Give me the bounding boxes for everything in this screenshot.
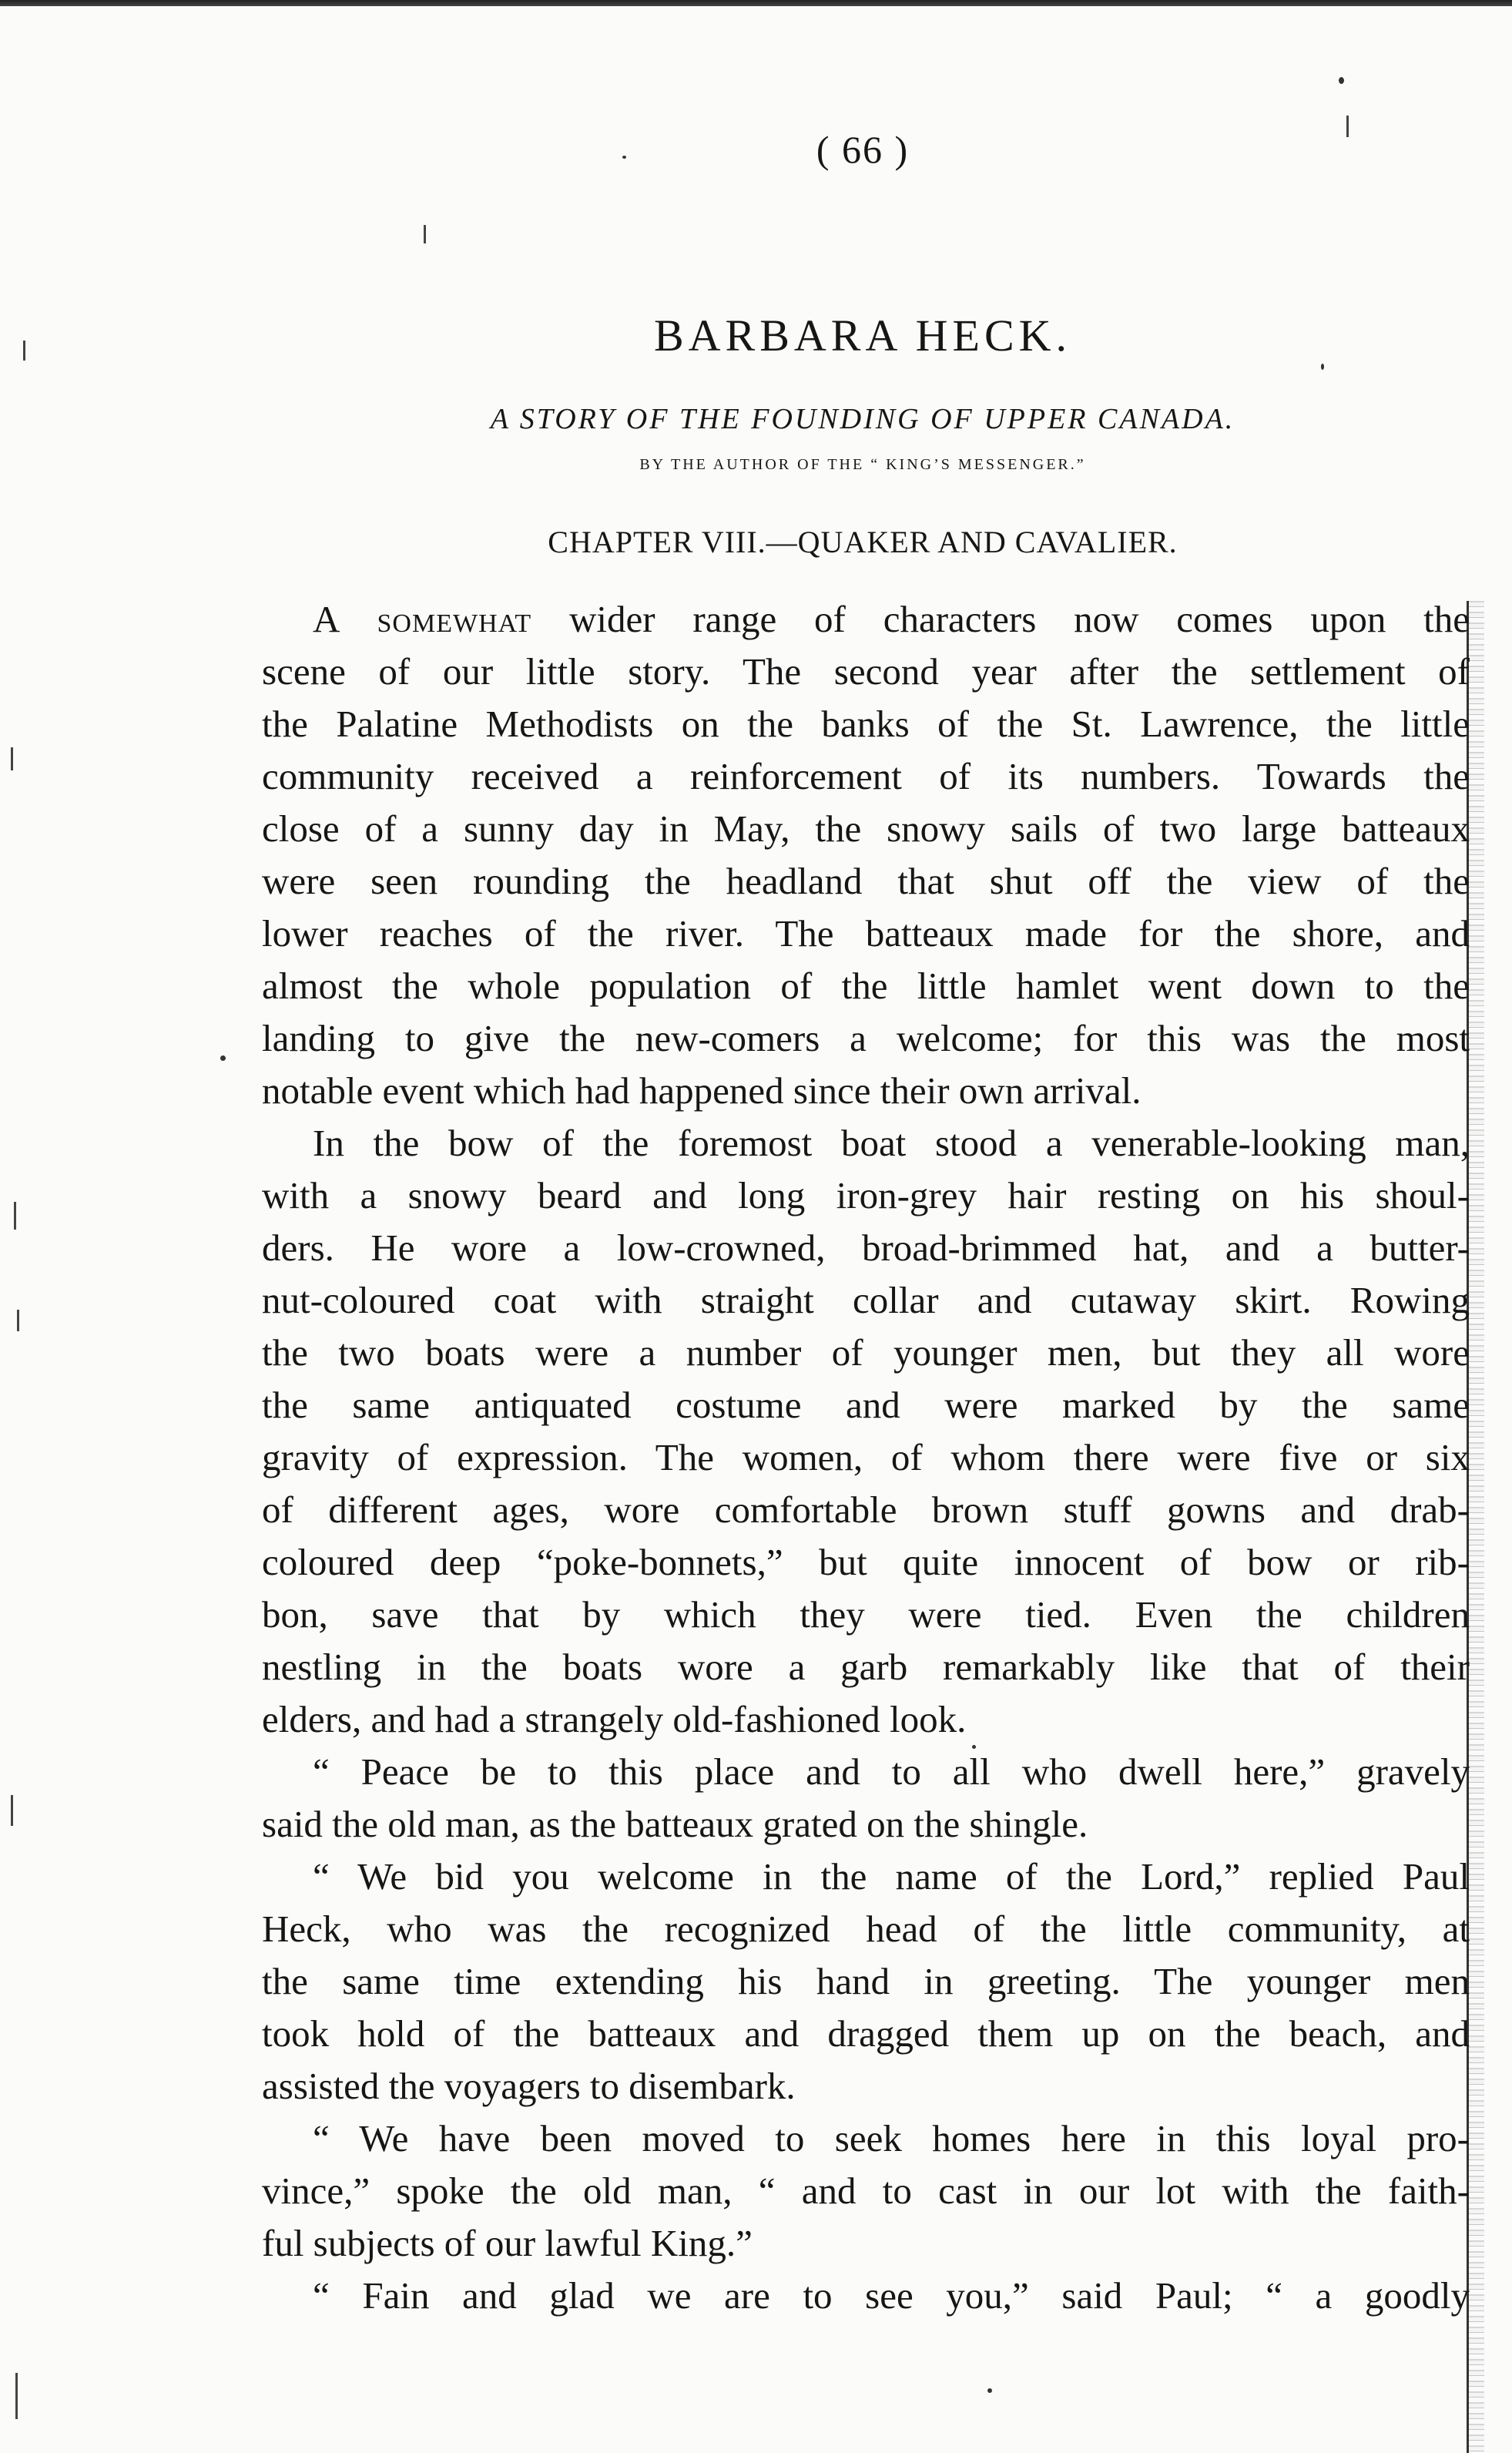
text-line: almost the whole population of the little hamlet went down to the <box>262 965 1470 1007</box>
paragraph-lead: A somewhat <box>313 598 532 640</box>
article-subtitle: A STORY OF THE FOUNDING OF UPPER CANADA. <box>490 403 1235 435</box>
text-line: In the bow of the foremost boat stood a venerable-looking man, <box>313 1122 1470 1164</box>
text-line: took hold of the batteaux and dragged them up on the beach, and <box>262 2012 1470 2055</box>
byline: BY THE AUTHOR OF THE “ KING’S MESSENGER.” <box>639 456 1086 473</box>
scan-mark <box>11 1795 13 1826</box>
text-line: said the old man, as the batteaux grated on the shingle. <box>262 1803 1088 1845</box>
scan-mark <box>14 1202 16 1230</box>
text-line: bon, save that by which they were tied. Even the children <box>262 1593 1470 1636</box>
text-line: ful subjects of our lawful King.” <box>262 2222 753 2264</box>
text-line: nut-coloured coat with straight collar and cutaway skirt. Rowing <box>262 1279 1470 1321</box>
text-line: “ Peace be to this place and to all who dwell here,” gravely <box>313 1750 1470 1793</box>
chapter-heading: CHAPTER VIII.—QUAKER AND CAVALIER. <box>548 525 1178 559</box>
text-line: scene of our little story. The second year after the settlement of <box>262 650 1470 693</box>
scan-mark <box>15 2373 18 2419</box>
scan-binding-edge <box>1467 601 1484 2453</box>
text-line: vince,” spoke the old man, “ and to cast in our lot with the faith- <box>262 2169 1470 2212</box>
text-line <box>262 593 1470 646</box>
scan-mark <box>11 747 13 770</box>
scan-speck <box>1339 77 1344 84</box>
text-line: ders. He wore a low-crowned, broad-brimmed hat, and a butter- <box>262 1226 1470 1269</box>
scan-speck <box>220 1055 226 1061</box>
scan-top-border <box>0 0 1512 6</box>
text-line: lower reaches of the river. The batteaux made for the shore, and <box>262 912 1470 955</box>
text-line: nestling in the boats wore a garb remarkably like that of their <box>262 1646 1470 1688</box>
scan-mark <box>17 1310 19 1331</box>
scan-speck <box>1321 364 1324 370</box>
text-line: landing to give the new-comers a welcome; for this was the most <box>262 1017 1470 1059</box>
text-line: community received a reinforcement of its numbers. Towards the <box>262 755 1470 797</box>
text-line: Heck, who was the recognized head of the little community, at <box>262 1908 1470 1950</box>
text-line: the two boats were a number of younger men, but they all wore <box>262 1331 1470 1374</box>
text-line: were seen rounding the headland that shut off the view of the <box>262 860 1470 902</box>
text-line: the Palatine Methodists on the banks of the St. Lawrence, the little <box>262 703 1470 745</box>
text-line: of different ages, wore comfortable brown stuff gowns and drab- <box>262 1488 1470 1531</box>
text-line-content: wider range of characters now comes upon the <box>531 598 1470 640</box>
scan-speck <box>987 2388 992 2393</box>
text-line: “ We bid you welcome in the name of the Lord,” replied Paul <box>313 1855 1470 1898</box>
scan-mark <box>424 225 426 243</box>
text-line: coloured deep “poke-bonnets,” but quite innocent of bow or rib- <box>262 1541 1470 1583</box>
text-line: the same antiquated costume and were marked by the same <box>262 1384 1470 1426</box>
text-line: notable event which had happened since their own arrival. <box>262 1069 1142 1112</box>
article-title: BARBARA HECK. <box>653 310 1072 361</box>
text-line: gravity of expression. The women, of whom there were five or six <box>262 1436 1470 1478</box>
text-line: with a snowy beard and long iron-grey hair resting on his shoul- <box>262 1174 1470 1216</box>
text-line: elders, and had a strangely old-fashioned look. <box>262 1698 967 1740</box>
text-line: the same time extending his hand in greeting. The younger men <box>262 1960 1470 2002</box>
text-line: assisted the voyagers to disembark. <box>262 2065 796 2107</box>
body-text <box>262 593 1470 2322</box>
page-number: ( 66 ) <box>816 128 910 171</box>
text-line: close of a sunny day in May, the snowy sails of two large batteaux <box>262 807 1470 850</box>
text-line: “ We have been moved to seek homes here in this loyal pro- <box>313 2117 1470 2159</box>
text-line: “ Fain and glad we are to see you,” said Paul; “ a goodly <box>313 2274 1470 2317</box>
